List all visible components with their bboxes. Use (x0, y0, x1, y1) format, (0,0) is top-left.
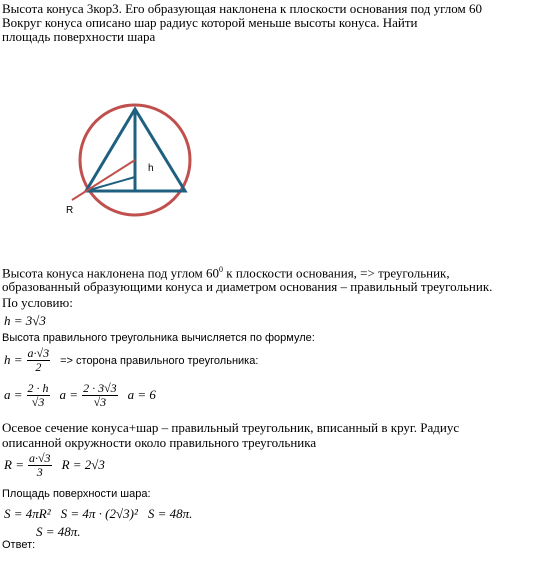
formula-h-value: h = 3√3 (4, 313, 46, 328)
solution-line-3: По условию: (2, 295, 73, 310)
label-R: R (66, 205, 74, 216)
problem-line-2: Вокруг конуса описано шар радиус которой меньше высоты конуса. Найти (2, 15, 418, 30)
solution-line-5: Осевое сечение конуса+шар – правильный треугольник, вписанный в круг. Радиус (2, 420, 460, 435)
solution-line-7: Площадь поверхности шара: (2, 488, 151, 500)
cone-sphere-figure (60, 95, 210, 225)
formula-height-regular-triangle: h = $\frac{a\cdot√3}{2}$ => сторона правильного треугольника: (4, 346, 259, 374)
answer-label: Ответ: (2, 539, 36, 551)
formula-area: S = 4πR² S = 4π · (2√3)² S = 48π. (4, 506, 193, 521)
degree-sup: 0 (219, 265, 223, 274)
problem-line-3: площадь поверхности шара (2, 29, 156, 44)
solution-line-4: Высота правильного треугольника вычисляется по формуле: (2, 332, 315, 344)
formula-radius: R = $\frac{a\cdot√3}{3}$ R = 2√3 (4, 451, 105, 479)
formula-side: a = $\frac{2 \cdot h}{√3}$ a = $\frac{2 \cdot 3√3}{√3}$ a = 6 (4, 381, 156, 409)
formula-area-result: S = 48π. (36, 524, 81, 539)
solution-line-1: Высота конуса наклонена под углом $60^0$ к плоскости основания, => треугольник, (2, 265, 450, 281)
solution-line-6: описанной окружности около правильного треугольника (2, 435, 317, 450)
solution-line-2: образованный образующими конуса и диаметром основания – правильный треугольник. (2, 279, 493, 294)
label-h: h (148, 163, 154, 174)
problem-line-1: Высота конуса 3кор3. Его образующая наклонена к плоскости основания под углом 60 (2, 1, 482, 16)
